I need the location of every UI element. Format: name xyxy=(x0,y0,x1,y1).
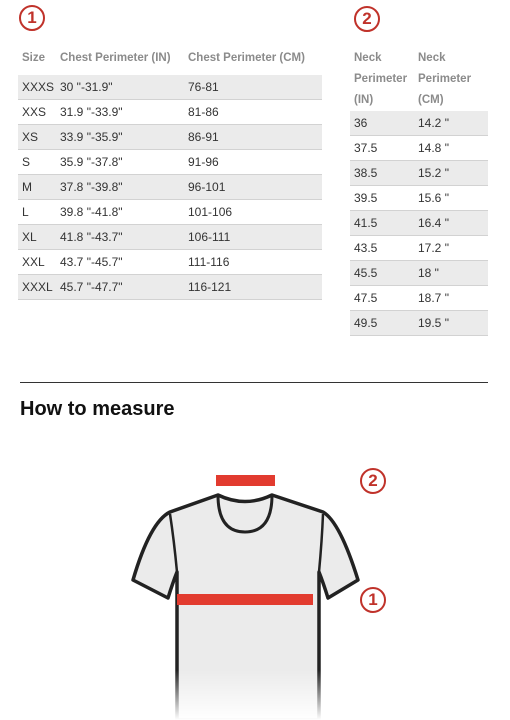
bottom-fade xyxy=(130,670,370,720)
col-chest-in: Chest Perimeter (IN) xyxy=(60,52,171,64)
neck-cm-cell: 19.5 " xyxy=(414,311,488,336)
table-row xyxy=(18,225,322,250)
chest-measure-bar xyxy=(177,594,313,605)
neck-size-table xyxy=(350,48,488,336)
neck-measure-marker: 2 xyxy=(360,468,386,494)
table-row xyxy=(18,75,322,100)
chest-in-cell: 41.8 "-43.7" xyxy=(56,225,184,250)
neck-in-cell: 41.5 xyxy=(350,211,414,236)
chest-in-cell: 33.9 "-35.9" xyxy=(56,125,184,150)
chest-cm-cell: 111-116 xyxy=(184,250,322,275)
neck-in-cell: 49.5 xyxy=(350,311,414,336)
size-cell: XXXS xyxy=(18,75,56,100)
chest-cm-cell: 116-121 xyxy=(184,275,322,300)
neck-cm-cell: 18.7 " xyxy=(414,286,488,311)
chest-in-cell: 45.7 "-47.7" xyxy=(56,275,184,300)
neck-cm-cell: 17.2 " xyxy=(414,236,488,261)
tshirt-diagram xyxy=(130,470,370,720)
neck-in-cell: 36 xyxy=(350,111,414,136)
neck-table-marker: 2 xyxy=(354,6,380,32)
size-cell: XXL xyxy=(18,250,56,275)
table-row xyxy=(18,250,322,275)
table-row xyxy=(350,136,488,161)
table-row xyxy=(18,200,322,225)
table-row xyxy=(350,186,488,211)
section-divider xyxy=(20,382,488,383)
chest-size-table xyxy=(18,48,322,300)
col-neck-in: Neck Perimeter (IN) xyxy=(354,52,408,106)
neck-in-cell: 37.5 xyxy=(350,136,414,161)
size-cell: XS xyxy=(18,125,56,150)
chest-in-cell: 31.9 "-33.9" xyxy=(56,100,184,125)
table-row xyxy=(18,275,322,300)
neck-cm-cell: 14.8 " xyxy=(414,136,488,161)
chest-cm-cell: 101-106 xyxy=(184,200,322,225)
chest-in-cell: 35.9 "-37.8" xyxy=(56,150,184,175)
neck-cm-cell: 14.2 " xyxy=(414,111,488,136)
table-row xyxy=(18,175,322,200)
chest-table-header xyxy=(18,48,322,75)
neck-in-cell: 39.5 xyxy=(350,186,414,211)
neck-in-cell: 47.5 xyxy=(350,286,414,311)
chest-in-cell: 37.8 "-39.8" xyxy=(56,175,184,200)
table-row xyxy=(18,100,322,125)
table-row xyxy=(18,150,322,175)
table-row xyxy=(350,311,488,336)
chest-in-cell: 30 "-31.9" xyxy=(56,75,184,100)
col-size: Size xyxy=(22,52,46,64)
chest-in-cell: 39.8 "-41.8" xyxy=(56,200,184,225)
table-row xyxy=(350,111,488,136)
chest-table-marker: 1 xyxy=(19,5,45,31)
table-row xyxy=(350,236,488,261)
neck-cm-cell: 16.4 " xyxy=(414,211,488,236)
col-neck-cm: Neck Perimeter (CM) xyxy=(418,52,472,106)
table-row xyxy=(350,211,488,236)
neck-table-header xyxy=(350,48,488,111)
neck-in-cell: 43.5 xyxy=(350,236,414,261)
size-cell: XXXL xyxy=(18,275,56,300)
table-row xyxy=(350,286,488,311)
size-cell: L xyxy=(18,200,56,225)
neck-in-cell: 45.5 xyxy=(350,261,414,286)
chest-cm-cell: 106-111 xyxy=(184,225,322,250)
size-cell: M xyxy=(18,175,56,200)
neck-cm-cell: 15.2 " xyxy=(414,161,488,186)
chest-cm-cell: 91-96 xyxy=(184,150,322,175)
how-to-measure-title: How to measure xyxy=(20,398,175,420)
chest-in-cell: 43.7 "-45.7" xyxy=(56,250,184,275)
neck-cm-cell: 15.6 " xyxy=(414,186,488,211)
size-cell: XL xyxy=(18,225,56,250)
neck-measure-bar xyxy=(216,475,275,486)
size-cell: XXS xyxy=(18,100,56,125)
col-chest-cm: Chest Perimeter (CM) xyxy=(188,52,305,64)
chest-measure-marker: 1 xyxy=(360,587,386,613)
neck-cm-cell: 18 " xyxy=(414,261,488,286)
neck-in-cell: 38.5 xyxy=(350,161,414,186)
table-row xyxy=(350,261,488,286)
chest-cm-cell: 96-101 xyxy=(184,175,322,200)
chest-cm-cell: 86-91 xyxy=(184,125,322,150)
chest-cm-cell: 81-86 xyxy=(184,100,322,125)
table-row xyxy=(350,161,488,186)
table-row xyxy=(18,125,322,150)
size-cell: S xyxy=(18,150,56,175)
chest-cm-cell: 76-81 xyxy=(184,75,322,100)
